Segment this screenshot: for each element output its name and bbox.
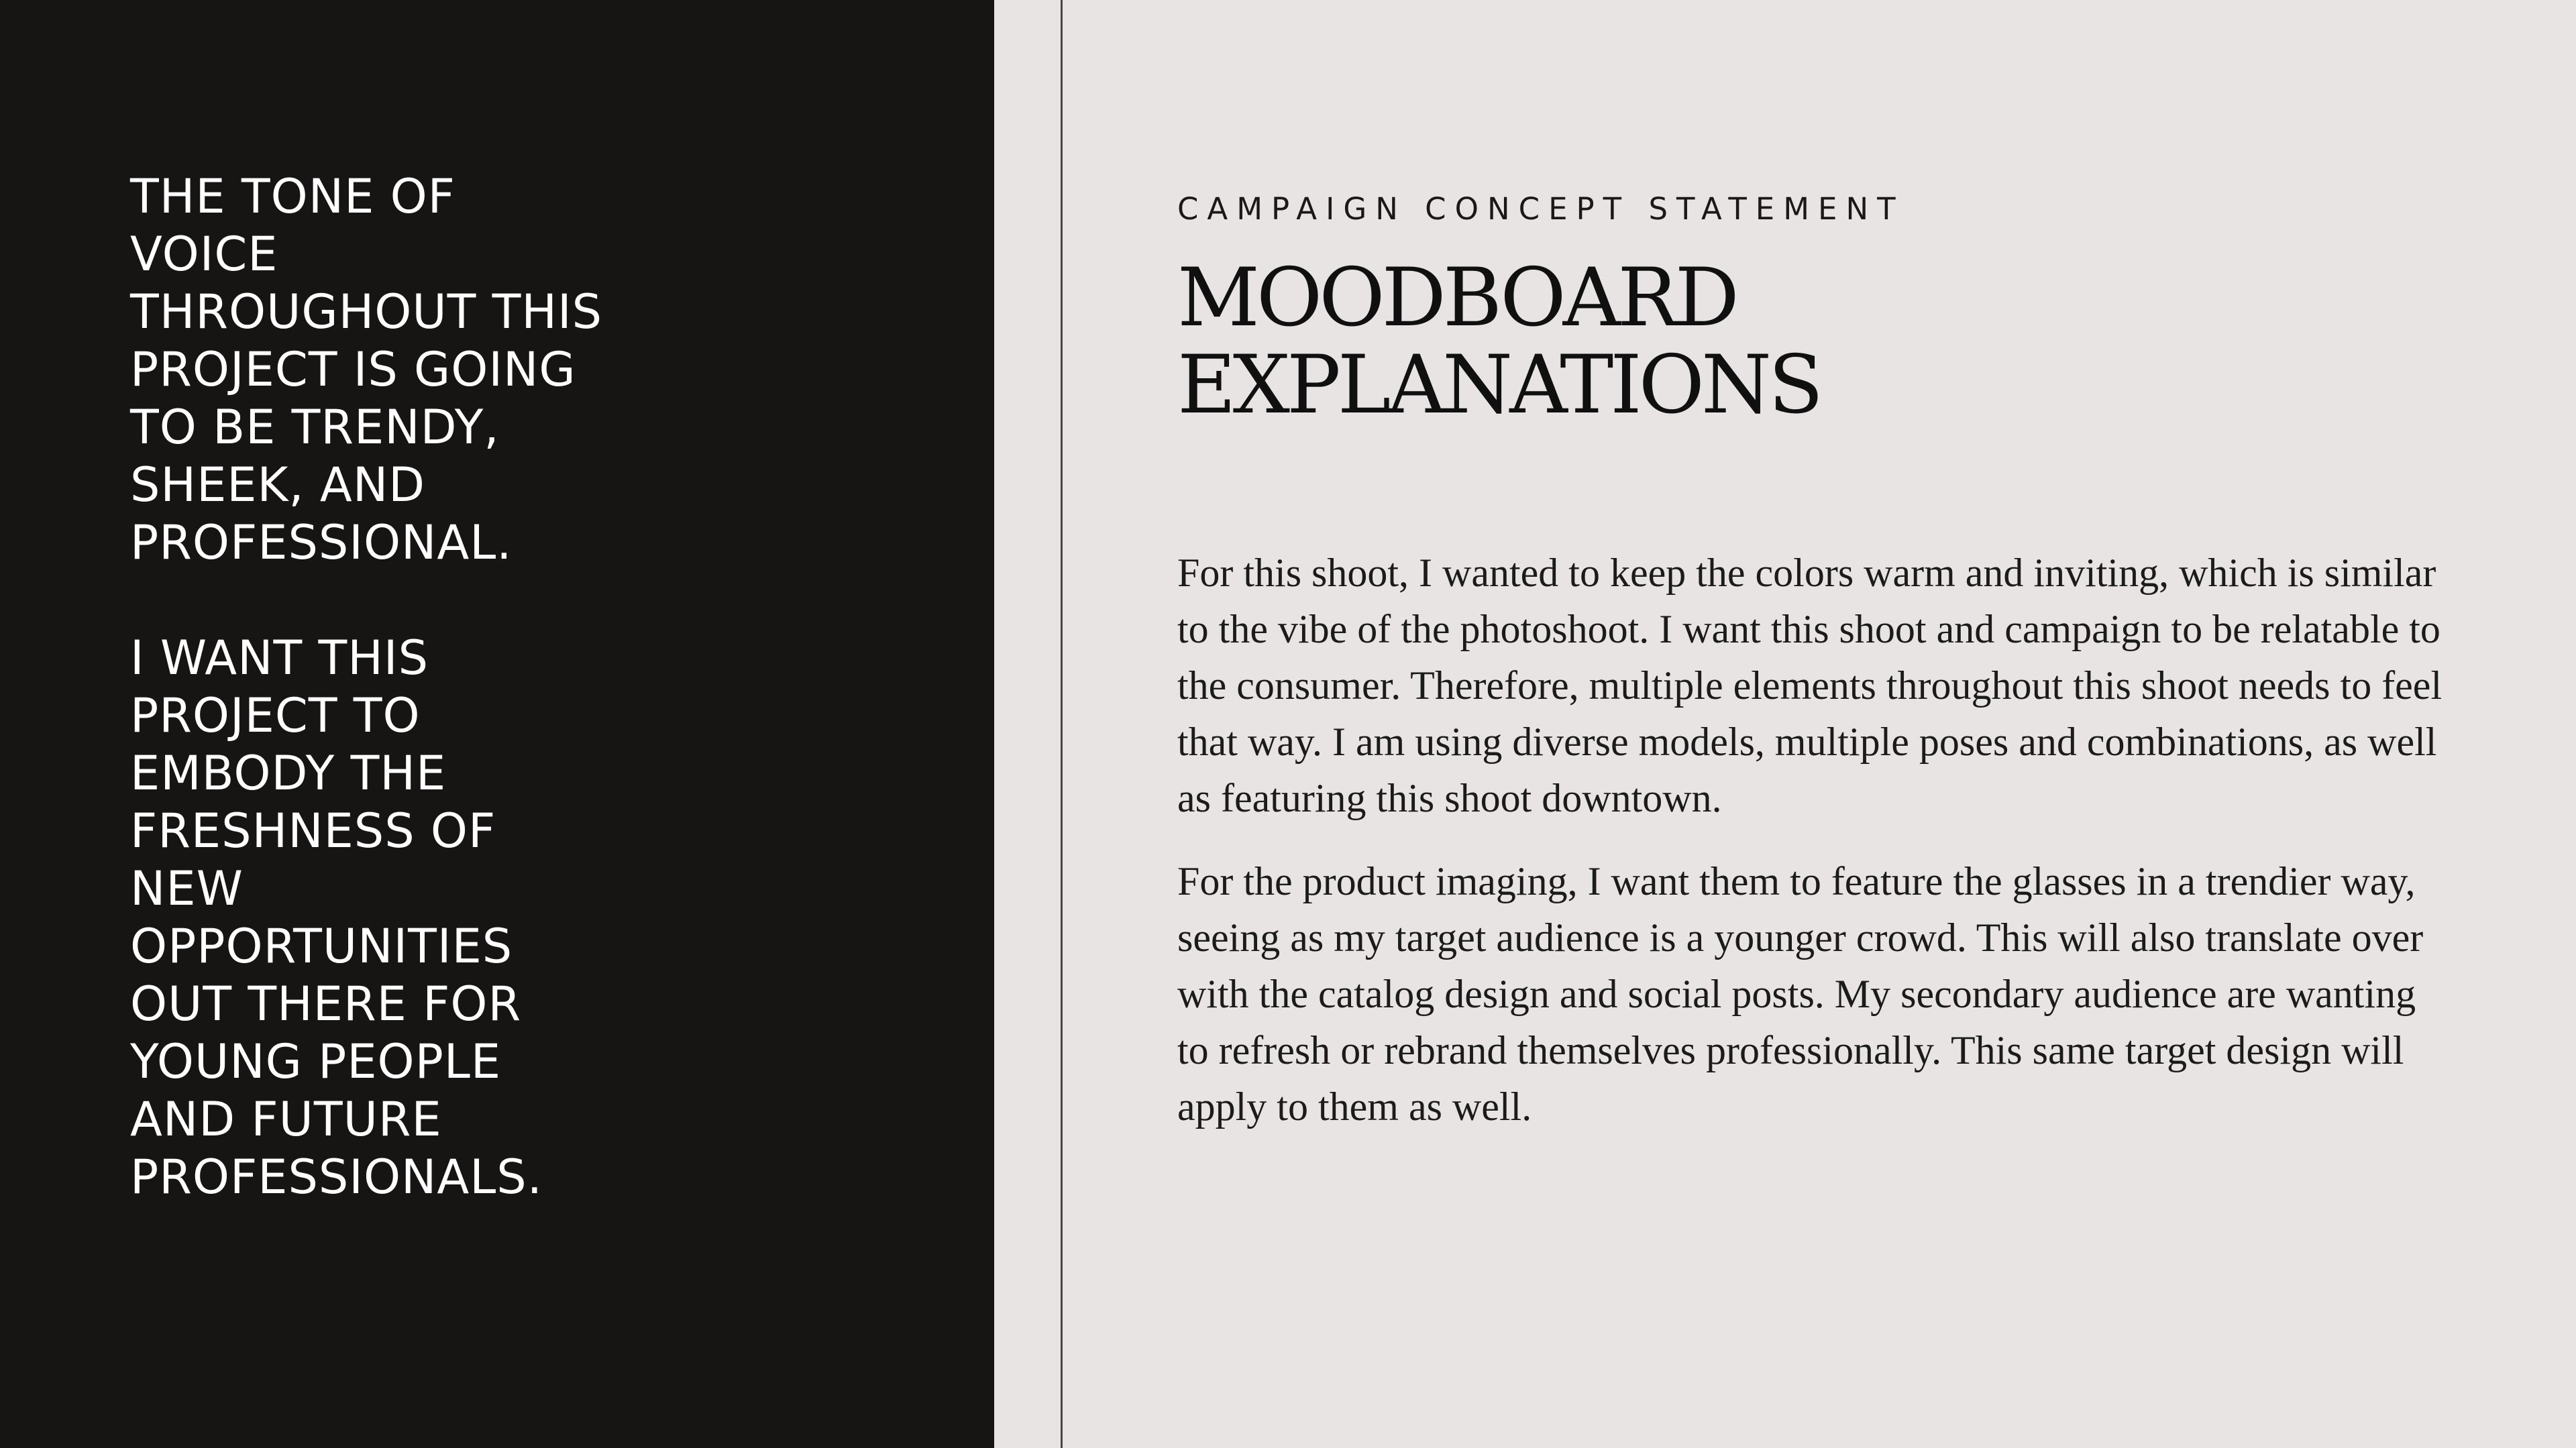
page-title: [1177, 252, 2184, 432]
left-panel: [0, 0, 994, 1448]
body-paragraph-1: For this shoot, I wanted to keep the colors warm and inviting, which is similar to the vibe of the photoshoot. I want this shoot and campaign to be relatable to the consumer. Therefore, multiple elements throughout this shoot needs to feel that way. I am using diverse models, multiple poses and combinations, as well as featuring this shoot downtown.: [1177, 551, 2443, 820]
body-paragraph-2: For the product imaging, I want them to feature the glasses in a trendier way, seeing as my target audience is a younger crowd. This will also translate over with the catalog design and social posts. My secondary audience are wanting to refresh or rebrand themselves professionally. This same target design will apply to them as well.: [1177, 859, 2424, 1129]
body-copy: [1177, 545, 2452, 1135]
page-title-line-1: MOODBOARD: [1177, 252, 1736, 345]
page-title-line-2: EXPLANATIONS: [1177, 339, 1821, 432]
project-goal-statement: I WANT THIS PROJECT TO EMBODY THE FRESHNESS OF NEW OPPORTUNITIES OUT THERE FOR YOUNG PEOPLE AND FUTURE PROFESSIONALS.: [130, 630, 543, 1205]
tone-statement: THE TONE OF VOICE THROUGHOUT THIS PROJECT IS GOING TO BE TRENDY, SHEEK, AND PROFESSIONAL.: [130, 169, 603, 570]
campaign-concept-label: CAMPAIGN CONCEPT STATEMENT: [1177, 191, 1904, 227]
vertical-divider: [1061, 0, 1063, 1448]
tone-of-voice-text: [130, 168, 613, 1206]
